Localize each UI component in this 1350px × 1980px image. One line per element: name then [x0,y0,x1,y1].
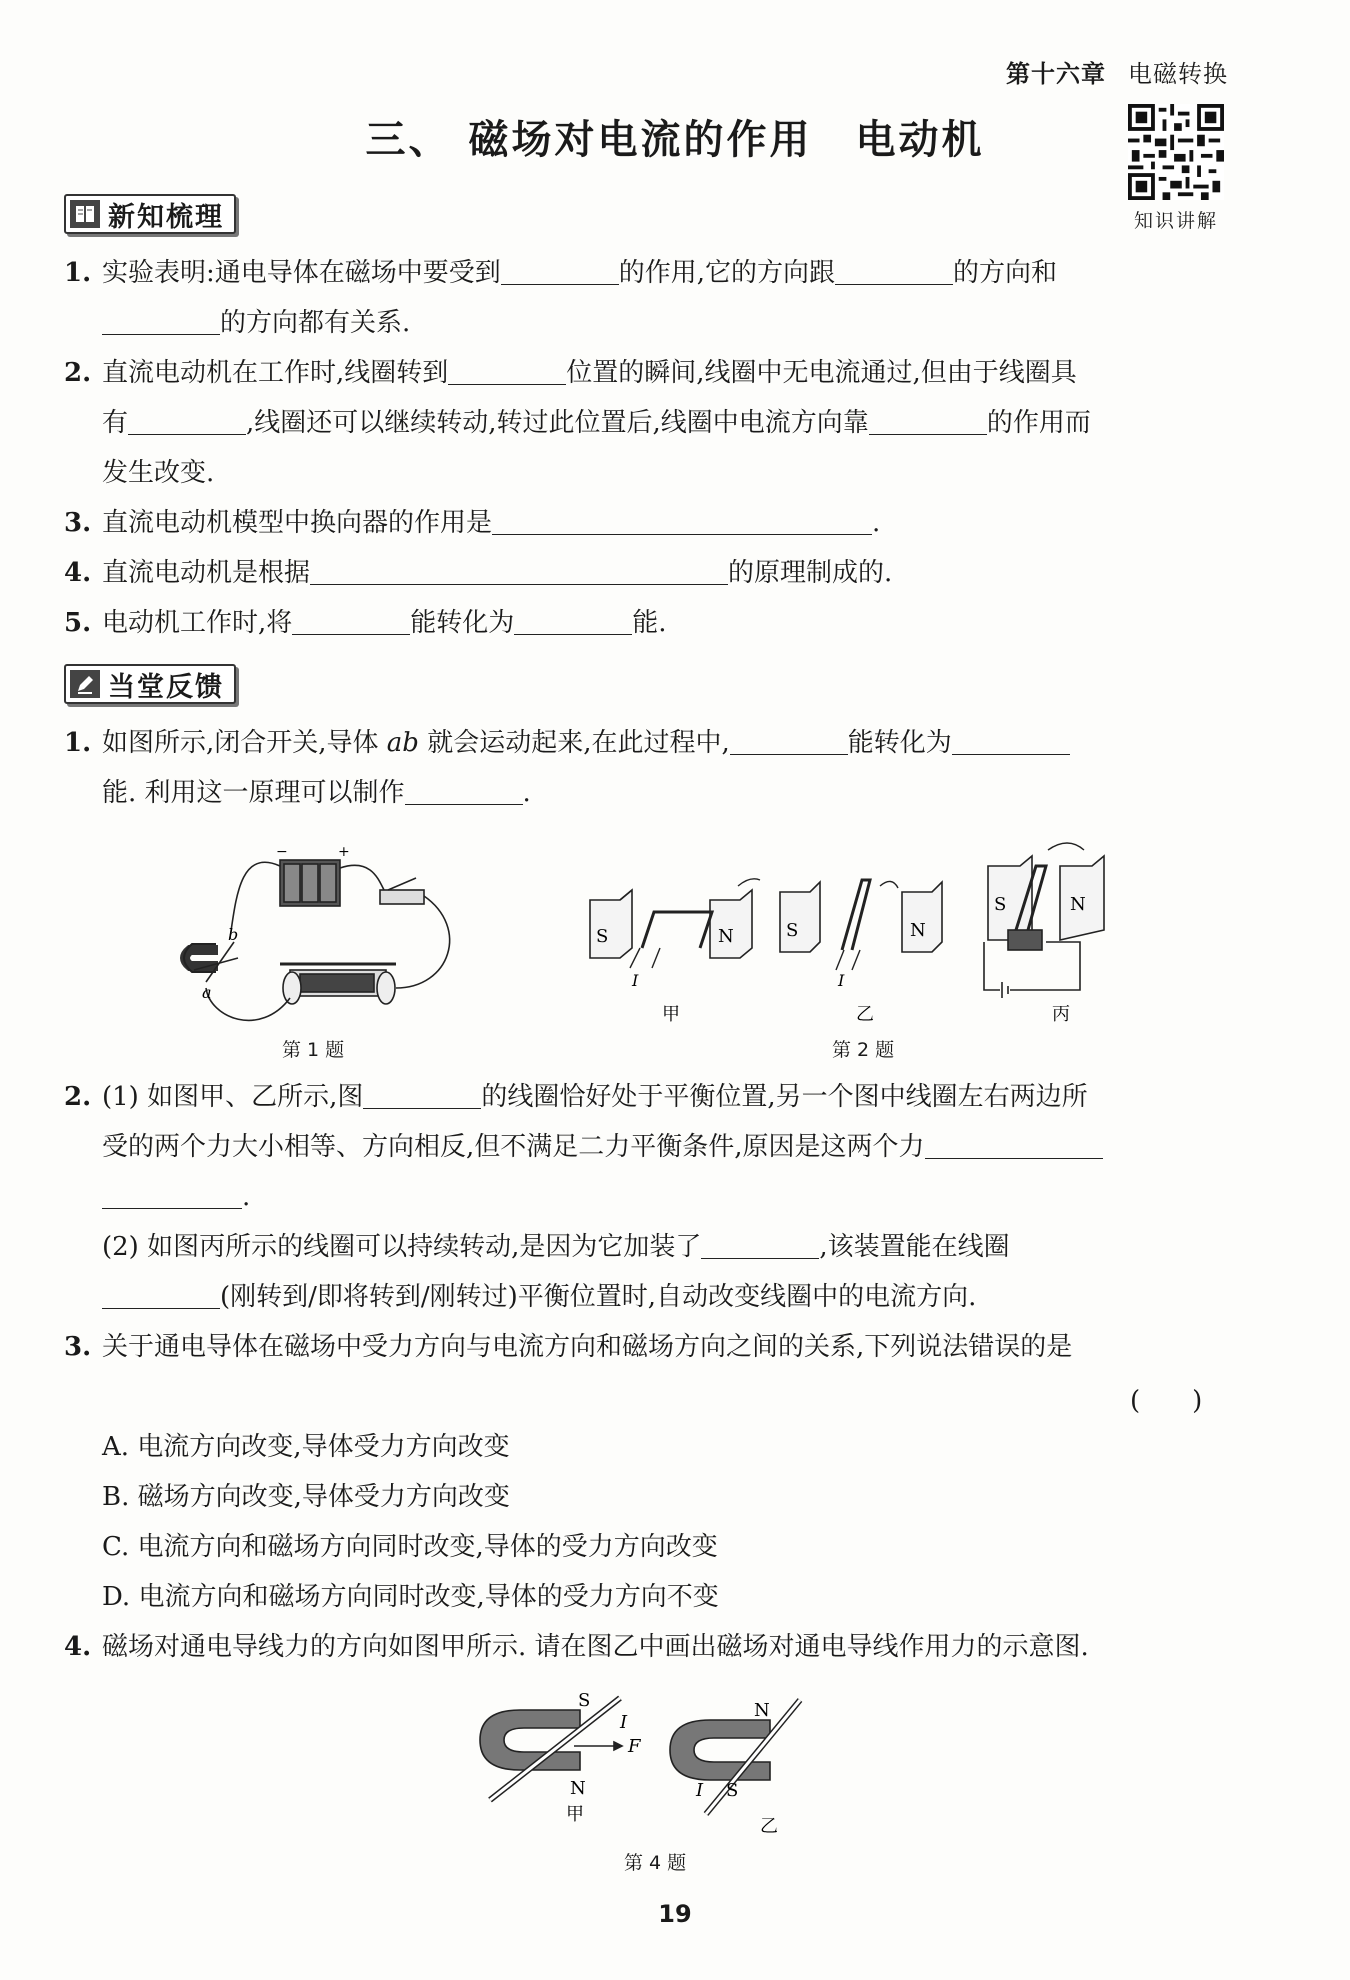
s2-q2-line5 [102,1272,976,1322]
answer-blank[interactable] [835,254,953,285]
answer-blank[interactable] [102,1178,242,1209]
question-text: 的线圈恰好处于平衡位置,另一个图中线圈左右两边所 [481,1082,1088,1112]
question-number: 3. [64,508,92,538]
question-text: 就会运动起来,在此过程中, [427,728,730,758]
s2-q2-line2 [102,1122,1103,1172]
s2-q4-stem [64,1622,1089,1672]
figure-1-caption: 第 1 题 [282,1039,345,1061]
figure-2-motor-diagrams [580,830,1140,1030]
page-title: 三、 磁场对电流的作用 电动机 [365,116,985,163]
fig4-yi-N: N [754,1700,770,1721]
question-number: 4. [64,1632,92,1662]
figure-4-caption: 第 4 题 [624,1852,687,1874]
s1-q2-line3 [102,448,214,498]
question-text: 的方向都有关系. [220,308,411,338]
question-text: 能转化为 [847,728,952,758]
question-number: 5. [64,608,92,638]
section-heading-new-knowledge [64,194,236,234]
option-c[interactable]: C. 电流方向和磁场方向同时改变,导体的受力方向改变 [102,1532,718,1562]
page-number: 19 [658,1900,692,1928]
chapter-number: 第十六章 [1006,60,1106,88]
question-number: 2. [64,358,92,388]
fig2-yi-I: I [838,971,845,990]
s1-q4 [64,548,892,598]
section-heading-feedback [64,664,236,704]
fig2-yi-S: S [786,920,799,941]
option-d[interactable]: D. 电流方向和磁场方向同时改变,导体的受力方向不变 [102,1582,719,1612]
question-text: 能. [632,608,667,638]
question-text: ,该装置能在线圈 [819,1232,1010,1262]
s2-q1-line1 [64,718,1070,768]
s2-q2-line4 [102,1222,1010,1272]
question-text: 关于通电导体在磁场中受力方向与电流方向和磁场方向之间的关系,下列说法错误的是 [102,1332,1073,1362]
question-text: 位置的瞬间,线圈中无电流通过,但由于线圈具 [566,358,1077,388]
question-text: 的作用而 [986,408,1091,438]
s2-q1-line2 [102,768,531,818]
pencil-icon [70,670,100,698]
question-text: 直流电动机模型中换向器的作用是 [102,508,493,538]
figure-2-caption: 第 2 题 [832,1039,895,1061]
answer-parentheses[interactable]: ( ) [1130,1386,1203,1416]
answer-blank[interactable] [405,774,523,805]
question-number: 4. [64,558,92,588]
answer-blank[interactable] [730,724,848,755]
figure-1-circuit [180,838,470,1048]
fig4-label-jia: 甲 [566,1804,584,1825]
fig2-bing-N: N [1070,894,1086,915]
question-text: (1) 如图甲、乙所示,图 [102,1082,364,1112]
option-a[interactable]: A. 电流方向改变,导体受力方向改变 [102,1432,510,1462]
question-text: . [242,1182,251,1212]
answer-blank[interactable] [501,254,619,285]
chapter-topic: 电磁转换 [1128,60,1228,88]
s1-q3 [64,498,880,548]
answer-blank[interactable] [128,404,246,435]
battery-minus-label: − [276,844,288,860]
answer-blank[interactable] [952,724,1070,755]
fig2-jia-N: N [718,926,734,947]
s1-q1-line2 [102,298,410,348]
option-b[interactable]: B. 磁场方向改变,导体受力方向改变 [102,1482,510,1512]
question-number: 2. [64,1082,92,1112]
question-text: (2) 如图丙所示的线圈可以持续转动,是因为它加装了 [102,1232,702,1262]
fig2-label-yi: 乙 [856,1004,874,1025]
answer-blank[interactable] [869,404,987,435]
chapter-header [1006,54,1228,89]
fig2-yi-N: N [910,920,926,941]
question-text: 能. 利用这一原理可以制作 [102,778,405,808]
question-text: 有 [102,408,129,438]
answer-blank[interactable] [292,604,410,635]
s2-q3-stem [64,1322,1072,1372]
s2-q2-line3 [102,1172,250,1222]
answer-blank[interactable] [492,504,872,535]
answer-blank[interactable] [102,1278,220,1309]
s1-q5 [64,598,667,648]
conductor-label-a: a [202,983,212,1002]
qr-code-icon[interactable] [1128,104,1224,200]
s2-q2-line1 [64,1072,1088,1122]
question-text: 发生改变. [102,458,215,488]
fig2-bing-S: S [994,894,1007,915]
question-text: 直流电动机是根据 [102,558,311,588]
fig4-yi-I: I [696,1780,704,1801]
qr-caption: 知识讲解 [1133,210,1218,232]
fig2-jia-I: I [632,971,639,990]
question-text: 直流电动机在工作时,线圈转到 [102,358,449,388]
question-text: ,线圈还可以继续转动,转过此位置后,线圈中电流方向靠 [246,408,869,438]
answer-blank[interactable] [925,1128,1103,1159]
battery-plus-label: + [338,844,350,860]
question-text: 能转化为 [410,608,515,638]
answer-blank[interactable] [310,554,728,585]
fig2-label-jia: 甲 [662,1004,680,1025]
section-heading-label: 新知梳理 [108,201,224,233]
fig4-jia-I: I [620,1712,628,1733]
variable-ab: ab [386,728,419,758]
fig4-jia-F: F [628,1736,641,1757]
fig4-jia-S: S [578,1690,591,1711]
fig4-jia-N: N [570,1778,586,1799]
fig4-yi-S: S [726,1780,739,1801]
answer-blank[interactable] [363,1078,481,1109]
question-text: 的原理制成的. [728,558,893,588]
figure-4-magnets [470,1680,850,1840]
s1-q1-line1 [64,248,1057,298]
answer-blank[interactable] [514,604,632,635]
question-text: . [522,778,531,808]
answer-blank[interactable] [701,1228,819,1259]
question-text: 的作用,它的方向跟 [618,258,836,288]
question-text: 如图所示,闭合开关,导体 [102,728,379,758]
question-text: (刚转到/即将转到/刚转过)平衡位置时,自动改变线圈中的电流方向. [220,1282,977,1312]
s1-q2-line1 [64,348,1077,398]
fig4-label-yi: 乙 [760,1816,778,1837]
question-text: 磁场对通电导线力的方向如图甲所示. 请在图乙中画出磁场对通电导线作用力的示意图. [102,1632,1089,1662]
fig2-jia-S: S [596,926,609,947]
s1-q2-line2 [102,398,1091,448]
question-text: . [872,508,881,538]
question-text: 的方向和 [953,258,1058,288]
question-number: 1. [64,258,92,288]
question-number: 1. [64,728,92,758]
book-icon [70,200,100,228]
conductor-label-b: b [228,925,239,944]
question-text: 电动机工作时,将 [102,608,293,638]
question-text: 实验表明:通电导体在磁场中要受到 [102,258,501,288]
question-number: 3. [64,1332,92,1362]
answer-blank[interactable] [448,354,566,385]
fig2-label-bing: 丙 [1052,1004,1070,1025]
section-heading-label: 当堂反馈 [108,671,224,703]
answer-blank[interactable] [102,304,220,335]
question-text: 受的两个力大小相等、方向相反,但不满足二力平衡条件,原因是这两个力 [102,1132,925,1162]
